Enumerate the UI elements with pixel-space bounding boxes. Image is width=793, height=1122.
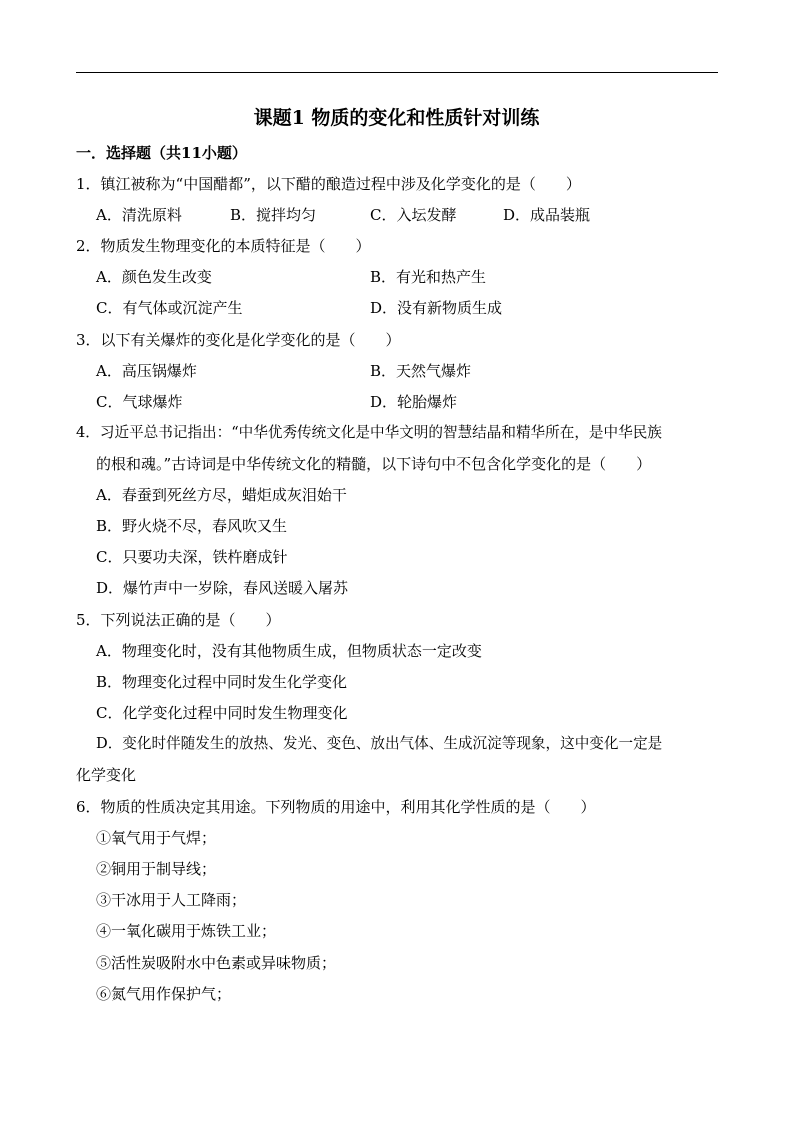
header-rule [76, 72, 718, 73]
q5-option-c: C．化学变化过程中同时发生物理变化 [96, 704, 348, 722]
q2-option-b: B．有光和热产生 [370, 268, 487, 286]
q5-option-b: B．物理变化过程中同时发生化学变化 [96, 673, 348, 691]
q1-option-a: A．清洗原料 [96, 206, 182, 224]
section-heading: 一．选择题（共11小题） [76, 144, 247, 162]
question-6-stem: 6．物质的性质决定其用途。下列物质的用途中，利用其化学性质的是（ ） [76, 798, 596, 816]
question-2-stem: 2．物质发生物理变化的本质特征是（ ） [76, 237, 371, 255]
q4-option-a: A．春蚕到死丝方尽，蜡炬成灰泪始干 [96, 486, 347, 504]
q5-option-a: A．物理变化时，没有其他物质生成，但物质状态一定改变 [96, 642, 482, 660]
q6-item-6: ⑥氮气用作保护气； [96, 985, 232, 1003]
q4-option-c: C．只要功夫深，铁杵磨成针 [96, 548, 288, 566]
q4-option-b: B．野火烧不尽，春风吹又生 [96, 517, 288, 535]
q1-option-c: C．入坛发酵 [370, 206, 457, 224]
q5-option-d: D．变化时伴随发生的放热、发光、变色、放出气体、生成沉淀等现象，这中变化一定是 [96, 735, 663, 752]
q6-item-4: ④一氧化碳用于炼铁工业； [96, 922, 277, 940]
question-4-stem-line-2: 的根和魂。”古诗词是中华传统文化的精髓，以下诗句中不包含化学变化的是（ ） [96, 455, 652, 473]
q3-option-a: A．高压锅爆炸 [96, 362, 197, 380]
q4-option-d: D．爆竹声中一岁除，春风送暖入屠苏 [96, 579, 349, 597]
q1-option-d: D．成品装瓶 [503, 206, 591, 224]
q6-item-3: ③干冰用于人工降雨； [96, 891, 247, 909]
q2-option-a: A．颜色发生改变 [96, 268, 212, 286]
question-4-stem-line-1: 4．习近平总书记指出：“中华优秀传统文化是中华文明的智慧结晶和精华所在，是中华民族 [76, 424, 662, 441]
q3-option-d: D．轮胎爆炸 [370, 393, 458, 411]
q3-option-b: B．天然气爆炸 [370, 362, 472, 380]
q1-option-b: B．搅拌均匀 [230, 206, 317, 224]
q2-option-d: D．没有新物质生成 [370, 299, 503, 317]
question-5-stem: 5．下列说法正确的是（ ） [76, 611, 281, 629]
q6-item-5: ⑤活性炭吸附水中色素或异味物质； [96, 954, 337, 972]
q6-item-2: ②铜用于制导线； [96, 860, 217, 878]
question-1-stem: 1．镇江被称为“中国醋都”，以下醋的酿造过程中涉及化学变化的是（ ） [76, 175, 581, 193]
page-title: 课题1 物质的变化和性质针对训练 [253, 107, 540, 129]
q2-option-c: C．有气体或沉淀产生 [96, 299, 243, 317]
q3-option-c: C．气球爆炸 [96, 393, 183, 411]
q5-option-d-continued: 化学变化 [76, 766, 137, 784]
q6-item-1: ①氧气用于气焊； [96, 829, 217, 847]
question-3-stem: 3．以下有关爆炸的变化是化学变化的是（ ） [76, 331, 401, 349]
